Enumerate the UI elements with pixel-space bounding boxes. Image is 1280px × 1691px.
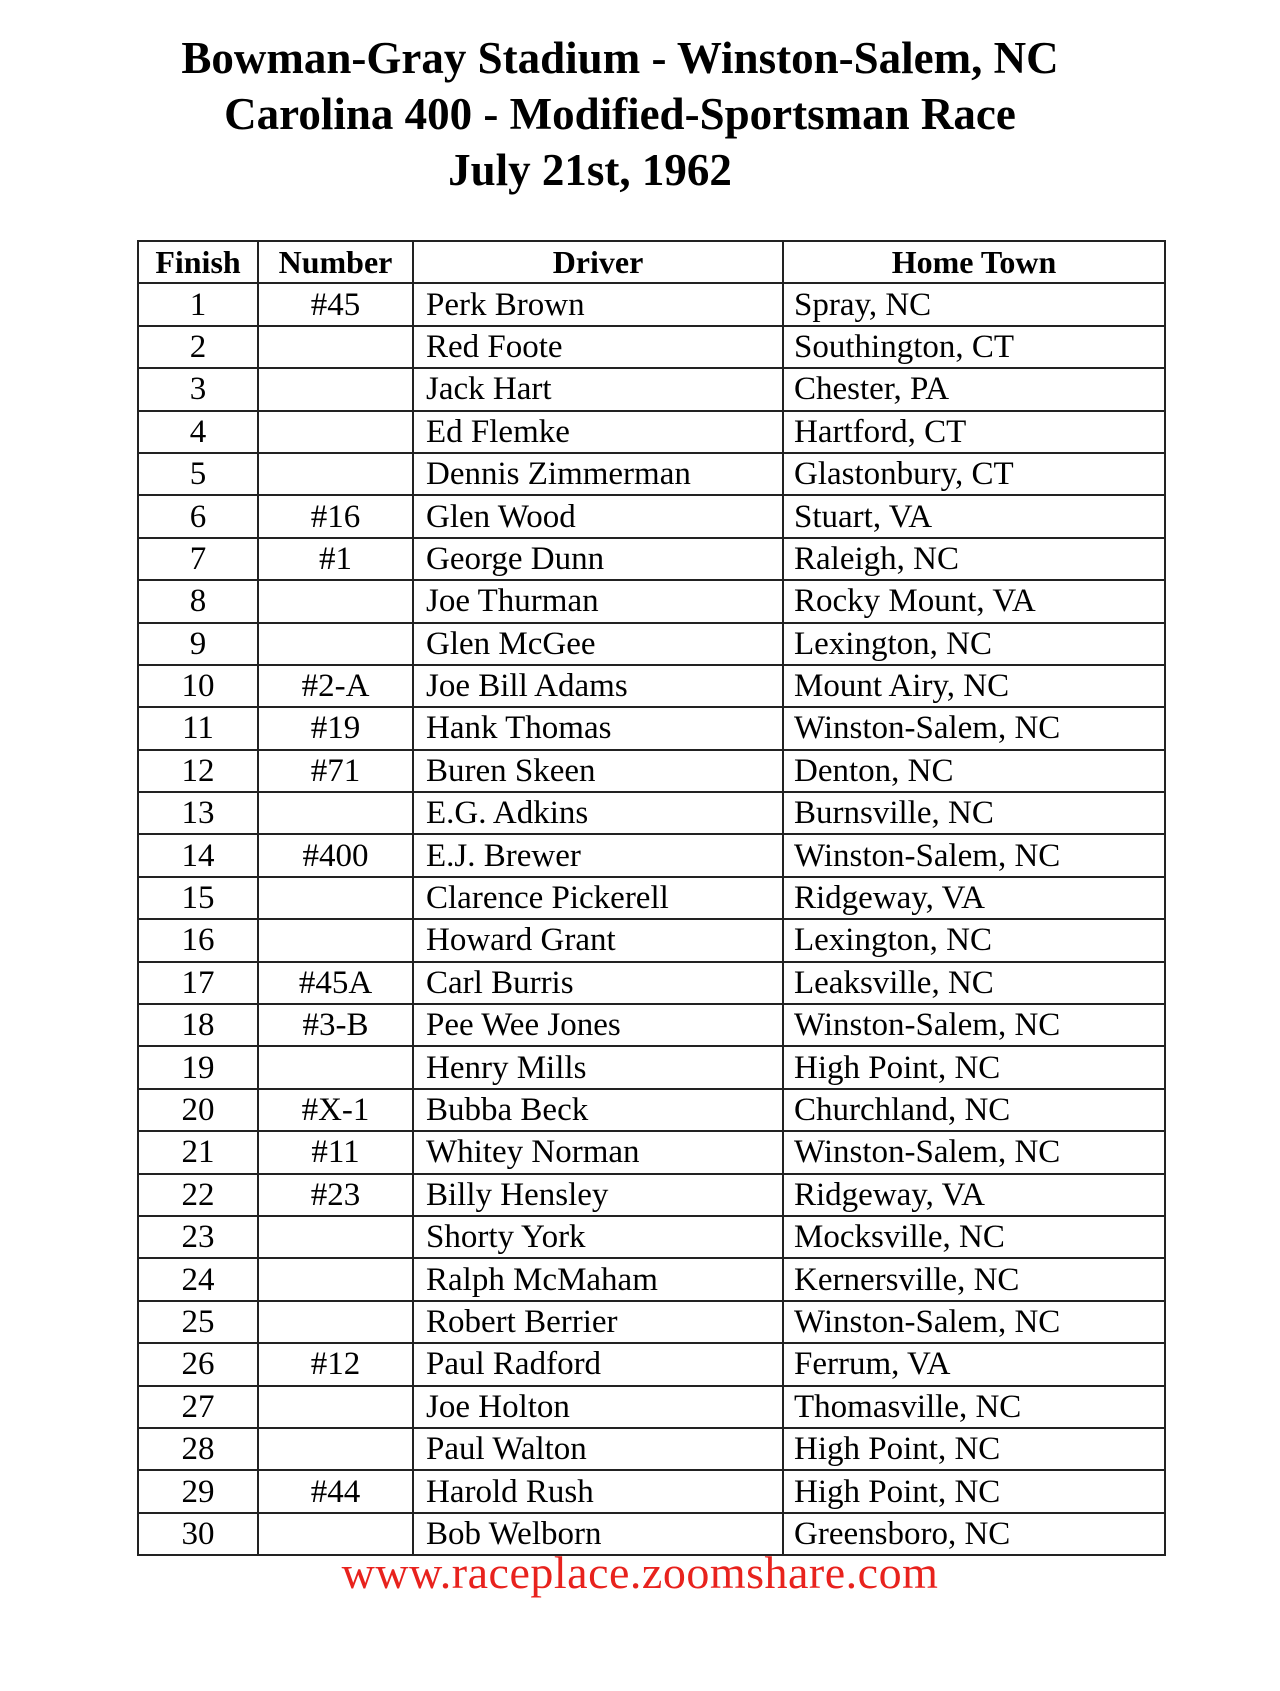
column-header-driver: Driver [413,241,783,283]
table-row [138,453,1165,495]
home-town-cell: Spray, NC [783,283,1165,325]
results-body [138,283,1165,1555]
table-row [138,326,1165,368]
driver-cell: Dennis Zimmerman [413,453,783,495]
driver-cell: Red Foote [413,326,783,368]
finish-cell: 22 [138,1174,258,1216]
table-row [138,1301,1165,1343]
home-town-cell: Hartford, CT [783,411,1165,453]
driver-cell: Shorty York [413,1216,783,1258]
table-row [138,1428,1165,1470]
home-town-cell: Ridgeway, VA [783,1174,1165,1216]
driver-cell: Buren Skeen [413,750,783,792]
table-row [138,1131,1165,1173]
table-row [138,1004,1165,1046]
car-number-cell: #X-1 [258,1089,413,1131]
finish-cell: 20 [138,1089,258,1131]
home-town-cell: Stuart, VA [783,495,1165,537]
finish-cell: 17 [138,962,258,1004]
driver-cell: Ralph McMaham [413,1258,783,1300]
car-number-cell [258,919,413,961]
table-row [138,368,1165,410]
driver-cell: Glen Wood [413,495,783,537]
home-town-cell: Lexington, NC [783,919,1165,961]
home-town-cell: Ridgeway, VA [783,877,1165,919]
finish-cell: 12 [138,750,258,792]
finish-cell: 5 [138,453,258,495]
car-number-cell: #44 [258,1470,413,1512]
finish-cell: 8 [138,580,258,622]
finish-cell: 1 [138,283,258,325]
car-number-cell [258,368,413,410]
finish-cell: 23 [138,1216,258,1258]
car-number-cell [258,792,413,834]
title-date: July 21st, 1962 [448,145,732,195]
car-number-cell: #19 [258,707,413,749]
table-row [138,411,1165,453]
home-town-cell: High Point, NC [783,1046,1165,1088]
finish-cell: 10 [138,665,258,707]
home-town-cell: Rocky Mount, VA [783,580,1165,622]
car-number-cell [258,580,413,622]
driver-cell: Henry Mills [413,1046,783,1088]
car-number-cell: #3-B [258,1004,413,1046]
driver-cell: Clarence Pickerell [413,877,783,919]
driver-cell: Howard Grant [413,919,783,961]
finish-cell: 30 [138,1513,258,1555]
home-town-cell: High Point, NC [783,1428,1165,1470]
car-number-cell [258,411,413,453]
column-header-number: Number [258,241,413,283]
finish-cell: 19 [138,1046,258,1088]
home-town-cell: Winston-Salem, NC [783,1131,1165,1173]
finish-cell: 14 [138,834,258,876]
title-race: Carolina 400 - Modified-Sportsman Race [224,89,1016,139]
driver-cell: Joe Bill Adams [413,665,783,707]
finish-cell: 9 [138,623,258,665]
table-row [138,707,1165,749]
home-town-cell: Winston-Salem, NC [783,707,1165,749]
car-number-cell [258,1046,413,1088]
home-town-cell: High Point, NC [783,1470,1165,1512]
driver-cell: E.J. Brewer [413,834,783,876]
home-town-cell: Greensboro, NC [783,1513,1165,1555]
finish-cell: 7 [138,538,258,580]
driver-cell: Bubba Beck [413,1089,783,1131]
website-url: www.raceplace.zoomshare.com [341,1547,939,1598]
driver-cell: Joe Holton [413,1386,783,1428]
home-town-cell: Chester, PA [783,368,1165,410]
driver-cell: Hank Thomas [413,707,783,749]
finish-cell: 13 [138,792,258,834]
table-row [138,962,1165,1004]
table-row [138,665,1165,707]
finish-cell: 26 [138,1343,258,1385]
car-number-cell [258,453,413,495]
driver-cell: Perk Brown [413,283,783,325]
table-row [138,1174,1165,1216]
home-town-cell: Burnsville, NC [783,792,1165,834]
driver-cell: Paul Walton [413,1428,783,1470]
car-number-cell [258,1428,413,1470]
home-town-cell: Winston-Salem, NC [783,834,1165,876]
table-row [138,792,1165,834]
home-town-cell: Mount Airy, NC [783,665,1165,707]
driver-cell: Whitey Norman [413,1131,783,1173]
table-row [138,538,1165,580]
driver-cell: Bob Welborn [413,1513,783,1555]
finish-cell: 29 [138,1470,258,1512]
finish-cell: 27 [138,1386,258,1428]
finish-cell: 25 [138,1301,258,1343]
home-town-cell: Denton, NC [783,750,1165,792]
driver-cell: Carl Burris [413,962,783,1004]
finish-cell: 24 [138,1258,258,1300]
car-number-cell [258,1386,413,1428]
home-town-cell: Raleigh, NC [783,538,1165,580]
home-town-cell: Leaksville, NC [783,962,1165,1004]
car-number-cell [258,326,413,368]
home-town-cell: Churchland, NC [783,1089,1165,1131]
driver-cell: Jack Hart [413,368,783,410]
finish-cell: 2 [138,326,258,368]
car-number-cell: #12 [258,1343,413,1385]
table-row [138,834,1165,876]
home-town-cell: Southington, CT [783,326,1165,368]
car-number-cell [258,1301,413,1343]
car-number-cell: #23 [258,1174,413,1216]
finish-cell: 6 [138,495,258,537]
home-town-cell: Winston-Salem, NC [783,1301,1165,1343]
finish-cell: 15 [138,877,258,919]
finish-cell: 28 [138,1428,258,1470]
car-number-cell: #16 [258,495,413,537]
column-header-finish: Finish [138,241,258,283]
car-number-cell: #2-A [258,665,413,707]
car-number-cell [258,1216,413,1258]
table-row [138,1343,1165,1385]
driver-cell: Joe Thurman [413,580,783,622]
finish-cell: 3 [138,368,258,410]
home-town-cell: Thomasville, NC [783,1386,1165,1428]
car-number-cell: #45 [258,283,413,325]
table-row [138,1089,1165,1131]
table-row [138,750,1165,792]
car-number-cell: #1 [258,538,413,580]
car-number-cell: #45A [258,962,413,1004]
car-number-cell [258,1258,413,1300]
car-number-cell: #71 [258,750,413,792]
driver-cell: Ed Flemke [413,411,783,453]
title-venue: Bowman-Gray Stadium - Winston-Salem, NC [181,33,1059,83]
table-row [138,877,1165,919]
driver-cell: E.G. Adkins [413,792,783,834]
table-row [138,283,1165,325]
driver-cell: Billy Hensley [413,1174,783,1216]
table-row [138,1046,1165,1088]
document-title [0,30,1240,198]
home-town-cell: Glastonbury, CT [783,453,1165,495]
finish-cell: 21 [138,1131,258,1173]
home-town-cell: Kernersville, NC [783,1258,1165,1300]
home-town-cell: Ferrum, VA [783,1343,1165,1385]
home-town-cell: Mocksville, NC [783,1216,1165,1258]
table-row [138,495,1165,537]
table-row [138,1386,1165,1428]
table-row [138,919,1165,961]
finish-cell: 18 [138,1004,258,1046]
driver-cell: George Dunn [413,538,783,580]
finish-cell: 4 [138,411,258,453]
table-row [138,623,1165,665]
car-number-cell [258,623,413,665]
finish-cell: 11 [138,707,258,749]
home-town-cell: Lexington, NC [783,623,1165,665]
table-row [138,580,1165,622]
driver-cell: Harold Rush [413,1470,783,1512]
table-header-row [138,241,1165,283]
table-row [138,1216,1165,1258]
driver-cell: Paul Radford [413,1343,783,1385]
driver-cell: Pee Wee Jones [413,1004,783,1046]
table-row [138,1258,1165,1300]
car-number-cell: #11 [258,1131,413,1173]
driver-cell: Glen McGee [413,623,783,665]
car-number-cell [258,877,413,919]
finish-cell: 16 [138,919,258,961]
home-town-cell: Winston-Salem, NC [783,1004,1165,1046]
results-table [137,240,1166,1556]
table-row [138,1470,1165,1512]
driver-cell: Robert Berrier [413,1301,783,1343]
column-header-home-town: Home Town [783,241,1165,283]
car-number-cell: #400 [258,834,413,876]
